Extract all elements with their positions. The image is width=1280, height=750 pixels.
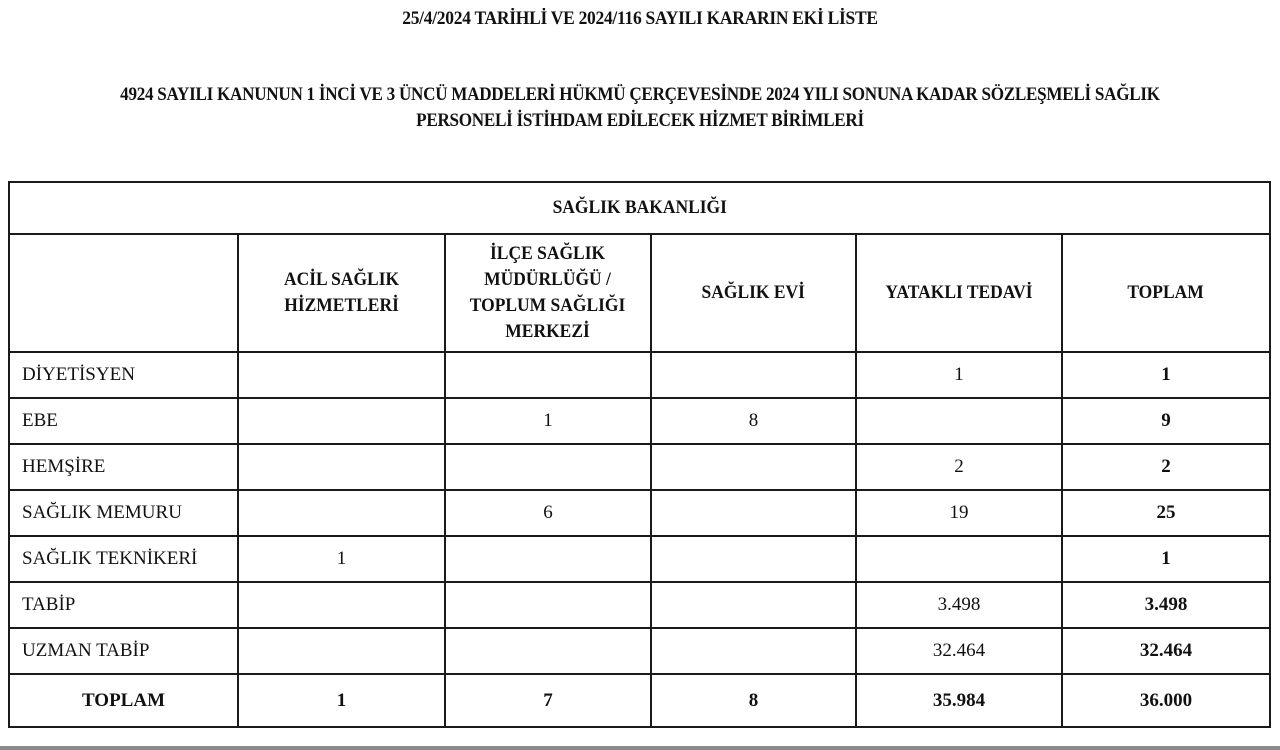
row-label: DİYETİSYEN xyxy=(9,352,238,398)
cell-yatakli-tedavi xyxy=(856,536,1062,582)
ministry-header-row xyxy=(9,182,1270,234)
cell-saglik-evi xyxy=(651,352,856,398)
row-label: SAĞLIK MEMURU xyxy=(9,490,238,536)
cell-acil xyxy=(238,582,445,628)
column-header-ilce-line: TOPLUM SAĞLIĞI xyxy=(470,295,626,316)
cell-ilce xyxy=(445,352,651,398)
column-header-acil-line: ACİL SAĞLIK xyxy=(283,269,400,290)
row-label: TABİP xyxy=(9,582,238,628)
column-header-ilce xyxy=(445,234,651,352)
cell-toplam: 1 xyxy=(1062,536,1270,582)
staffing-table xyxy=(8,181,1271,728)
column-header-acil-line: HİZMETLERİ xyxy=(284,295,399,316)
cell-yatakli-tedavi: 2 xyxy=(856,444,1062,490)
cell-acil xyxy=(238,352,445,398)
cell-ilce xyxy=(445,536,651,582)
cell-acil xyxy=(238,444,445,490)
row-label: SAĞLIK TEKNİKERİ xyxy=(9,536,238,582)
column-header-ilce-line: İLÇE SAĞLIK xyxy=(490,243,606,264)
table-row xyxy=(9,352,1270,398)
table-row xyxy=(9,398,1270,444)
table-row xyxy=(9,628,1270,674)
cell-acil xyxy=(238,490,445,536)
table-row xyxy=(9,490,1270,536)
document-title xyxy=(51,8,1229,30)
total-saglik-evi: 8 xyxy=(651,674,856,727)
table-row xyxy=(9,582,1270,628)
document-title-text: 25/4/2024 TARİHLİ VE 2024/116 SAYILI KARARIN EKİ LİSTE xyxy=(402,8,878,29)
cell-yatakli-tedavi: 32.464 xyxy=(856,628,1062,674)
total-acil: 1 xyxy=(238,674,445,727)
total-toplam: 36.000 xyxy=(1062,674,1270,727)
cell-saglik-evi: 8 xyxy=(651,398,856,444)
cell-saglik-evi xyxy=(651,628,856,674)
cell-saglik-evi xyxy=(651,536,856,582)
column-header-acil xyxy=(238,234,445,352)
total-yatakli-tedavi: 35.984 xyxy=(856,674,1062,727)
row-label: HEMŞİRE xyxy=(9,444,238,490)
document-subtitle xyxy=(64,82,1216,134)
column-header-yatakli-tedavi-line: YATAKLI TEDAVİ xyxy=(885,282,1033,303)
cell-yatakli-tedavi: 3.498 xyxy=(856,582,1062,628)
row-label: EBE xyxy=(9,398,238,444)
column-header-yatakli-tedavi xyxy=(856,234,1062,352)
column-header-toplam xyxy=(1062,234,1270,352)
cell-ilce xyxy=(445,628,651,674)
column-header-row xyxy=(9,234,1270,352)
column-header-toplam-line: TOPLAM xyxy=(1127,282,1205,303)
document-subtitle-line-2: PERSONELİ İSTİHDAM EDİLECEK HİZMET BİRİMLERİ xyxy=(416,110,864,131)
cell-toplam: 3.498 xyxy=(1062,582,1270,628)
cell-toplam: 2 xyxy=(1062,444,1270,490)
cell-acil: 1 xyxy=(238,536,445,582)
total-label: TOPLAM xyxy=(9,674,238,727)
table-row xyxy=(9,444,1270,490)
ministry-name xyxy=(9,182,1270,234)
document-subtitle-line-1: 4924 SAYILI KANUNUN 1 İNCİ VE 3 ÜNCÜ MADDELERİ HÜKMÜ ÇERÇEVESİNDE 2024 YILI SONUNA KADAR SÖZLEŞMELİ SAĞLIK xyxy=(120,84,1160,105)
cell-saglik-evi xyxy=(651,490,856,536)
cell-ilce xyxy=(445,582,651,628)
cell-saglik-evi xyxy=(651,444,856,490)
cell-acil xyxy=(238,628,445,674)
cell-toplam: 1 xyxy=(1062,352,1270,398)
cell-toplam: 32.464 xyxy=(1062,628,1270,674)
cell-yatakli-tedavi: 19 xyxy=(856,490,1062,536)
cell-toplam: 25 xyxy=(1062,490,1270,536)
row-label: UZMAN TABİP xyxy=(9,628,238,674)
column-header-position xyxy=(9,234,238,352)
column-header-saglik-evi xyxy=(651,234,856,352)
column-header-ilce-line: MÜDÜRLÜĞÜ / xyxy=(484,269,612,290)
cell-ilce xyxy=(445,444,651,490)
cell-yatakli-tedavi: 1 xyxy=(856,352,1062,398)
ministry-name-text: SAĞLIK BAKANLIĞI xyxy=(552,197,727,218)
cell-acil xyxy=(238,398,445,444)
cell-ilce: 1 xyxy=(445,398,651,444)
table-row xyxy=(9,536,1270,582)
cell-saglik-evi xyxy=(651,582,856,628)
cell-ilce: 6 xyxy=(445,490,651,536)
bottom-divider xyxy=(0,746,1280,750)
total-row xyxy=(9,674,1270,727)
column-header-ilce-line: MERKEZİ xyxy=(505,321,591,342)
cell-toplam: 9 xyxy=(1062,398,1270,444)
column-header-saglik-evi-line: SAĞLIK EVİ xyxy=(701,282,806,303)
cell-yatakli-tedavi xyxy=(856,398,1062,444)
total-ilce: 7 xyxy=(445,674,651,727)
